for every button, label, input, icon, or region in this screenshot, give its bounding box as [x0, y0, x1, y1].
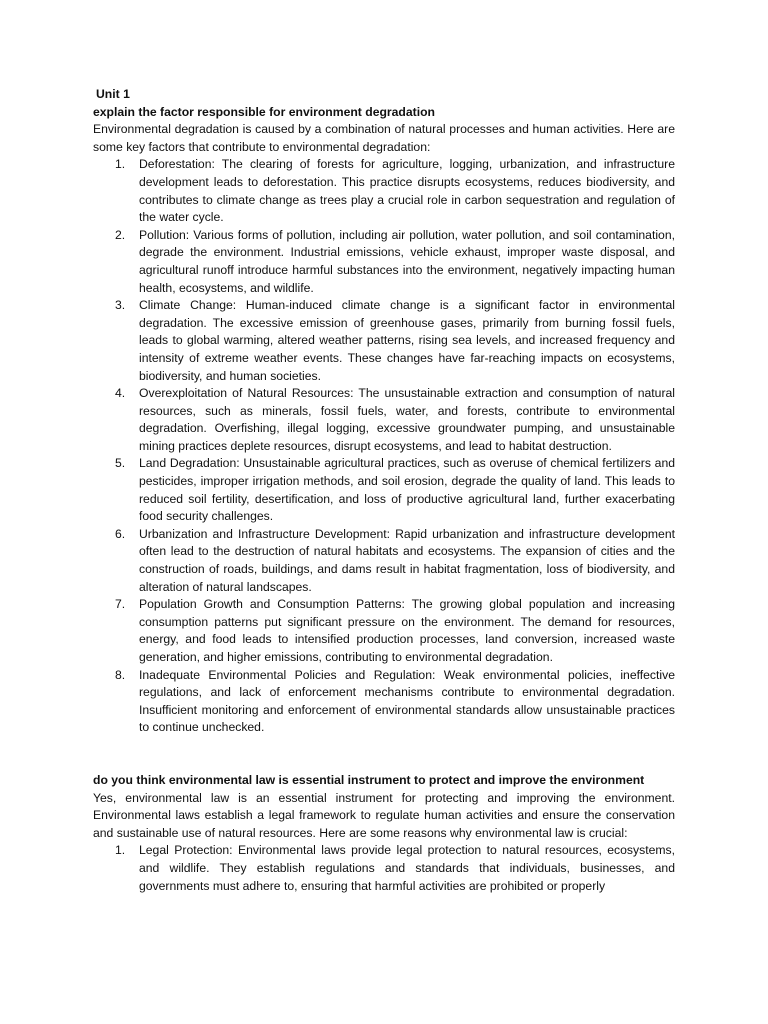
list-item-text: Climate Change: Human-induced climate change is a significant factor in environmental degradation. The excessive emission of greenhouse gases, primarily from burning fossil fuels, leads to global warming, altered weather patterns, rising sea levels, and increased frequency and intensity of extreme weather events. These changes have far-reaching impacts on ecosystems, biodiversity, and human societies. — [139, 298, 675, 383]
list-number: 6. — [115, 526, 126, 541]
list-item — [93, 385, 675, 455]
list-item-text: Overexploitation of Natural Resources: The unsustainable extraction and consumption of natural resources, such as minerals, fossil fuels, water, and forests, contribute to environmental degradation. Overfishing, illegal logging, excessive groundwater pumping, and unsustainable mining practices deplete resources, disrupt ecosystems, and lead to habitat destruction. — [139, 386, 675, 453]
list-number: 1. — [115, 157, 126, 172]
list-item-text: Inadequate Environmental Policies and Regulation: Weak environmental policies, ineffective regulations, and lack of enforcement mechanisms contribute to environmental degradation. Insufficient monitoring and enforcement of environmental standards allow unsustainable practices to continue unchecked. — [139, 667, 675, 735]
list-item — [93, 526, 675, 596]
section-divider-space — [93, 737, 675, 772]
list-item-text: Land Degradation: Unsustainable agricultural practices, such as overuse of chemical fertilizers and pesticides, improper irrigation methods, and soil erosion, degrade the quality of land. This leads to reduced soil fertility, desertification, and loss of productive agricultural land, further exacerbating food security challenges. — [139, 456, 675, 524]
list-item — [93, 156, 675, 226]
list-number: 4. — [115, 386, 126, 401]
list-number: 3. — [115, 298, 126, 313]
list-number: 8. — [115, 667, 126, 682]
section1-intro: Environmental degradation is caused by a combination of natural processes and human activities. Here are some key factors that contribute to environmental degradation: — [93, 122, 675, 154]
document-page — [93, 86, 675, 895]
list-item — [93, 227, 675, 297]
section2-list — [93, 842, 675, 895]
section2-intro: Yes, environmental law is an essential instrument for protecting and improving the environment. Environmental laws establish a legal framework to regulate human activities and ensure the conservation and sustainable use of natural resources. Here are some reasons why environmental law is crucial: — [93, 790, 675, 840]
list-item — [93, 297, 675, 385]
section1-list — [93, 156, 675, 737]
list-item — [93, 596, 675, 666]
unit-label: Unit 1 — [96, 87, 130, 101]
list-number: 1. — [115, 843, 126, 858]
list-item-text: Deforestation: The clearing of forests for agriculture, logging, urbanization, and infrastructure development leads to deforestation. This practice disrupts ecosystems, reduces biodiversity, and contributes to climate change as trees play a crucial role in carbon sequestration and regulation of the water cycle. — [139, 157, 675, 225]
list-item-text: Urbanization and Infrastructure Development: Rapid urbanization and infrastructure development often lead to the destruction of natural habitats and ecosystems. The expansion of cities and the construction of roads, buildings, and dams result in habitat fragmentation, loss of biodiversity, and alteration of natural landscapes. — [139, 526, 675, 594]
list-item — [93, 667, 675, 737]
section2-heading: do you think environmental law is essential instrument to protect and improve the environment — [93, 772, 645, 787]
list-number: 5. — [115, 456, 126, 471]
list-item — [93, 455, 675, 525]
section1-heading: explain the factor responsible for environment degradation — [93, 104, 435, 119]
list-number: 7. — [115, 597, 126, 612]
list-item — [93, 842, 675, 895]
list-item-text: Legal Protection: Environmental laws provide legal protection to natural resources, ecosystems, and wildlife. They establish regulations and standards that individuals, businesses, and governments must adhere to, ensuring that harmful activities are prohibited or properly — [139, 843, 675, 893]
list-item-text: Population Growth and Consumption Patterns: The growing global population and increasing consumption patterns put significant pressure on the environment. The demand for resources, energy, and food leads to intensified production processes, land conversion, increased waste generation, and higher emissions, contributing to environmental degradation. — [139, 597, 675, 664]
list-item-text: Pollution: Various forms of pollution, including air pollution, water pollution, and soil contamination, degrade the environment. Industrial emissions, vehicle exhaust, improper waste disposal, and agricultural runoff introduce harmful substances into the environment, negatively impacting human health, ecosystems, and wildlife. — [139, 227, 675, 295]
list-number: 2. — [115, 227, 126, 242]
